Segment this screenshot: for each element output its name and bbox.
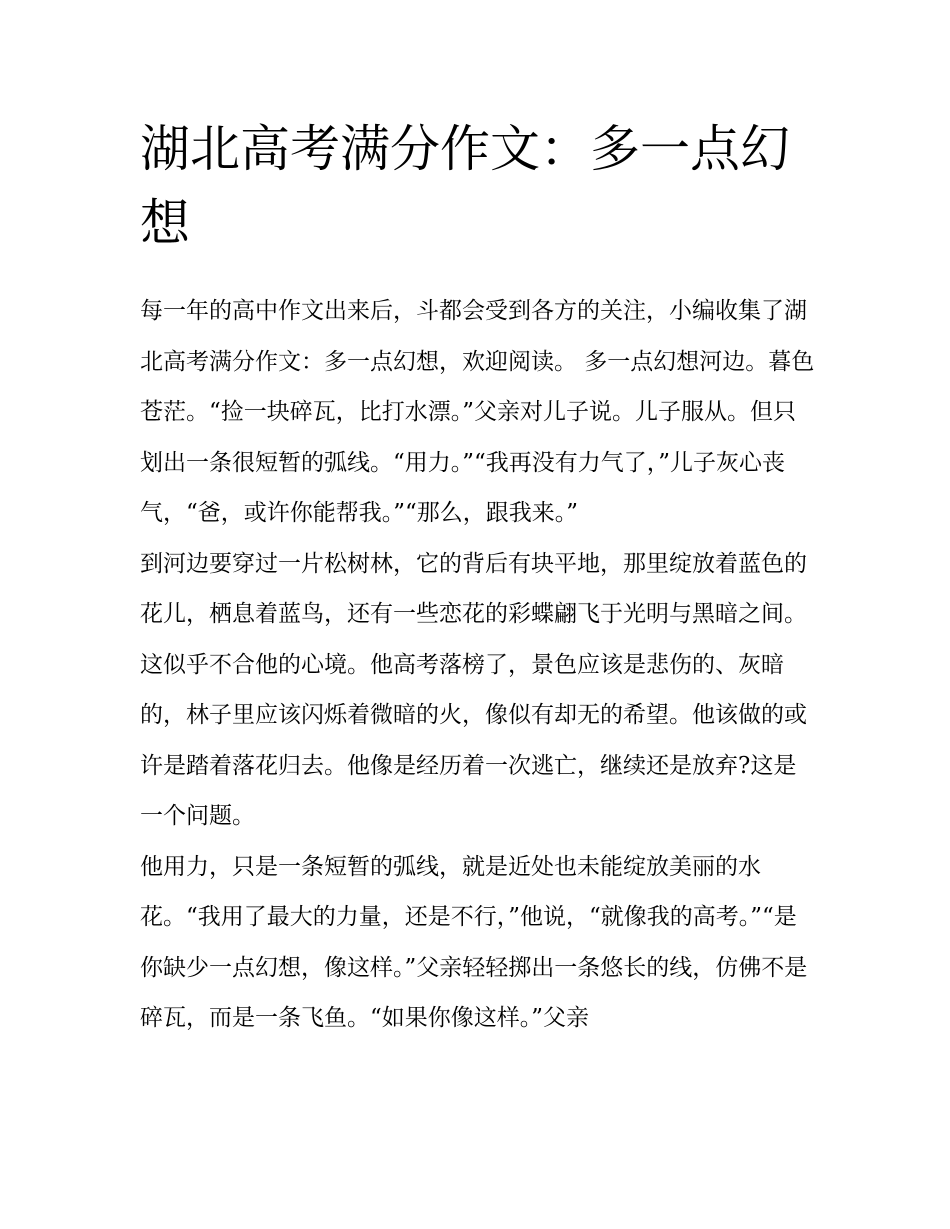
paragraph-2: 到河边要穿过一片松树林，它的背后有块平地，那里绽放着蓝色的花儿，栖息着蓝鸟，还有一些恋花的彩蝶翩飞于光明与黑暗之间。这似乎不合他的心境。他高考落榜了，景色应该是悲伤的、灰暗的，林子里应该闪烁着微暗的火，像似有却无的希望。他该做的或许是踏着落花归去。他像是经历着一次逃亡，继续还是放弃?这是一个问题。 [140,550,807,829]
paragraph-1: 每一年的高中作文出来后，斗都会受到各方的关注，小编收集了湖北高考满分作文：多一点幻想，欢迎阅读。 多一点幻想河边。暮色苍茫。“捡一块碎瓦，比打水漂。”父亲对儿子说。儿子服从。但只划出一条很短暂的弧线。“用力。”“我再没有力气了，”儿子灰心丧气，“爸，或许你能帮我。”“那么，跟我来。” [140,298,815,526]
paragraph-3: 他用力，只是一条短暂的弧线，就是近处也未能绽放美丽的水花。“我用了最大的力量，还是不行，”他说，“就像我的高考。”“是你缺少一点幻想，像这样。”父亲轻轻掷出一条悠长的线，仿佛不是碎瓦，而是一条飞鱼。“如果你像这样。”父亲 [140,853,808,1031]
document-title: 湖北高考满分作文：多一点幻想 [140,120,790,252]
document-body [140,286,815,1044]
document-content [140,112,815,1044]
